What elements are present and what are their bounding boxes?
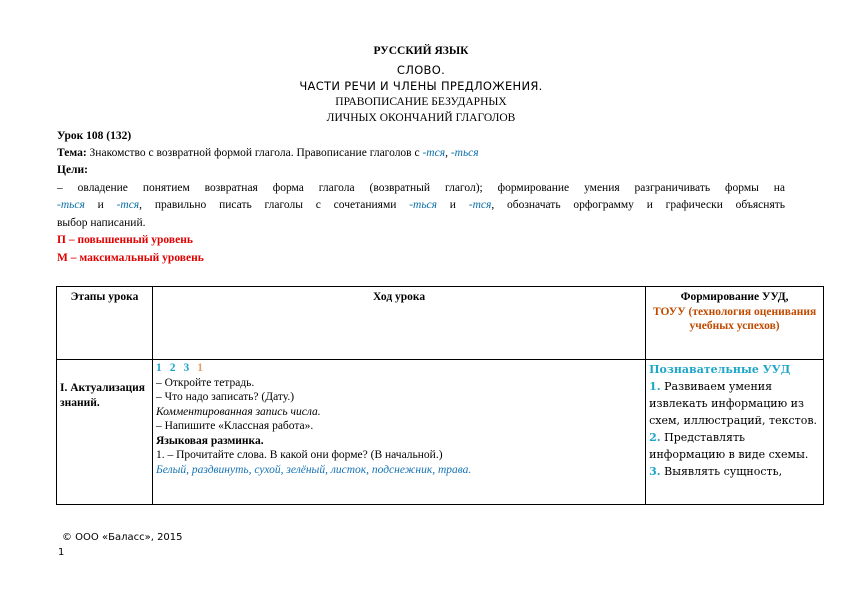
slide-number-2: 2 [169,362,176,374]
stage-label: I. Актуализация знаний. [60,382,146,409]
uud-item-1-num: 1. [649,380,661,393]
course-line-2: – Что надо записать? (Дату.) [155,391,295,403]
theme-comma: , [445,147,451,159]
uud-item-2-text: Представлять информацию в виде схемы. [649,431,809,461]
page-number: 1 [58,547,65,558]
course-line-1: – Откройте тетрадь. [155,376,255,389]
course-line-3: Комментированная запись числа. [155,405,321,418]
slide-number-4: 1 [197,362,203,374]
table-header-row [57,287,824,360]
header-uud-line2: ТОУУ (технология оценивания учебных успехов) [652,305,817,332]
section-subtitle: ЧАСТИ РЕЧИ И ЧЛЕНЫ ПРЕДЛОЖЕНИЯ. [299,79,543,93]
stage-cell [57,360,153,505]
uud-head: Познавательные УУД [649,363,791,376]
lesson-theme [57,146,785,160]
table-row [57,360,824,505]
uud-item-2 [649,429,820,463]
goal-line3: выбор написаний. [57,217,146,229]
subject-title: РУССКИЙ ЯЗЫК [373,45,469,57]
uud-item-2-num: 2. [649,431,661,444]
uud-item-3 [649,463,820,480]
copyright: © ООО «Баласс», 2015 [62,532,183,543]
goals-label: Цели: [57,164,88,176]
goal-text-d: , обозначать орфограмму и графически объяснять [491,199,786,211]
topic-title-line1: ПРАВОПИСАНИЕ БЕЗУДАРНЫХ [335,96,507,108]
slide-number-3: 3 [183,362,190,374]
level-m [57,251,785,265]
course-words: Белый, раздвинуть, сухой, зелёный, листок, подснежник, трава. [155,463,472,476]
suffix-tsya: -тся [422,147,446,159]
course-cell [152,360,645,505]
goal-suffix-tsya-2: -тся [468,199,492,211]
header-uud [646,287,824,360]
goal-suffix-tsya-1: -тся [116,199,140,211]
theme-text: Знакомство с возвратной формой глагола. Правописание глаголов с [86,147,423,159]
topic-title-line2: ЛИЧНЫХ ОКОНЧАНИЙ ГЛАГОЛОВ [326,112,516,124]
uud-item-3-text: Выявлять сущность, [660,465,783,478]
uud-item-1 [649,378,820,429]
lesson-table [56,286,824,505]
lesson-number: Урок 108 (132) [57,130,132,142]
goal-suffix-tsya-soft-2: -ться [409,199,438,211]
theme-label: Тема: [57,147,87,159]
level-p: П – повышенный уровень [57,234,193,246]
goal-text-a: и [84,199,117,211]
section-title: СЛОВО. [396,63,446,77]
goal-suffix-tsya-soft-1: -ться [57,199,85,211]
slide-number-1: 1 [155,362,162,374]
goal-line2 [57,198,785,212]
course-line-4: – Напишите «Классная работа». [155,420,314,432]
course-line-6: 1. – Прочитайте слова. В какой они форме? (В начальной.) [155,449,443,461]
uud-item-3-num: 3. [649,465,661,478]
course-line-5: Языковая разминка. [155,434,264,447]
goal-text-b: , правильно писать глаголы с сочетаниями [139,199,410,211]
goal-line1: – овладение понятием возвратная форма глагола (возвратный глагол); формирование умения разграничивать формы на [57,182,785,194]
header-stages: Этапы урока [57,287,153,360]
level-m-text: М – максимальный уровень [57,252,204,264]
suffix-tsya-soft: -ться [450,147,479,159]
slide-numbers [156,361,642,376]
goal-text-c: и [437,199,469,211]
header-uud-line1: Формирование УУД, [680,291,789,303]
uud-cell [646,360,824,505]
header-course: Ход урока [152,287,645,360]
uud-item-1-text: Развиваем умения извлекать информацию из схем, иллюстраций, текстов. [649,380,818,427]
